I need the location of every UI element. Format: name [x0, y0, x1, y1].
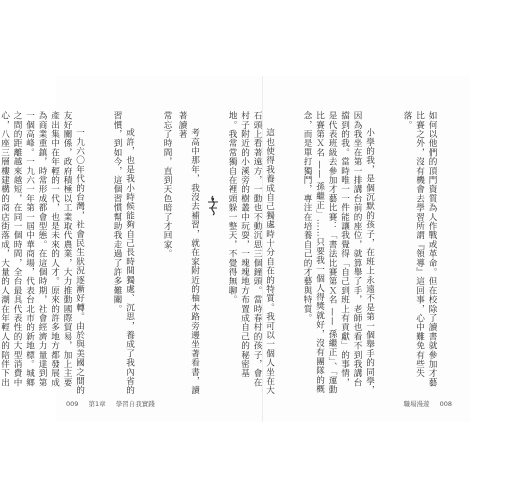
paragraph: 這也使得我養成自己獨處時十分自在的特質。我可以一個人坐在大石頭上看著遠方，一動也不動沉思三個鐘頭。當時春村的孩子，會在村子附近的小溪旁的樹叢中玩耍，一塊塊地方布置成自己的秘密基地。我常常獨自在裡頭躲一整天，不覺得無聊。 [227, 111, 275, 395]
paragraph: 小學的我，是個沉默的孩子，在班上永遠不是第一個舉手的同學，因為我坐在第一排講台前的座位，就算舉了手，老師也看不到我講台擋到的我。當時唯一一件能讓我覺得「自己到班上有貢獻」的事情，是代表班級去參加才藝比賽：「書法比賽第Ｘ名 —— 孫繼正」、「運動比賽第Ｘ名 —— 孫繼正」……只要我一個人得獎就好，沒有團隊的概念，而是單打獨鬥，專注在培養自己的才藝與特質。 [302, 111, 375, 395]
paragraph: 如何以他們的頂門資質為人作戰或革命。但在校除了讀書就參加才藝比賽之外，沒有機會去學習所謂『領導』這回事，心中難免有些失落。 [402, 111, 437, 387]
right-page-body [177, 111, 463, 396]
paragraph: 考高中那年，我沒去補習，就在家附近的柚木路旁邊坐著看書，讀著讀著 [177, 111, 200, 395]
chapter-title: 學習自我實踐 [115, 400, 155, 408]
page-number: 008 [439, 400, 452, 408]
paragraph: 或許，也是我小時候能夠自己長時間獨處、沉思，養成了我內省的習慣，到如今，這個習慣幫助我走過了許多難關。 [112, 111, 135, 395]
paragraph: 常忘了時間，直到天色暗了才回家。 [162, 111, 172, 259]
right-page-footer [404, 399, 461, 408]
left-page-footer [66, 399, 163, 408]
right-page [177, 76, 470, 422]
paragraph: 一九六〇年代的台灣，社會民生狀況逐漸好轉。由於與美國之間的友好關係，政府積極以工業取代農業，大力推動國際貿易，加上主要產出集中在年輕的一代，也是未來的人才。原來的許多地方都發展成為商業重鎮，時常形成都會型態。在這個時期，社會經濟力量達到第一個高峰。一九六一年第一屆中華商場，代表台北市的新地標。城鄉之間的距離越來越短，在同一個時間，全台最具代表性的大型消費中心，八座三層樓建構的商店街落成，大量的人潮在年輕人的陪伴下出 [0, 111, 85, 395]
book-spread [0, 76, 470, 422]
page-number: 009 [66, 400, 79, 408]
chapter-label: 第1章 [88, 400, 106, 408]
section-title: 職場漫遊 [403, 400, 430, 408]
